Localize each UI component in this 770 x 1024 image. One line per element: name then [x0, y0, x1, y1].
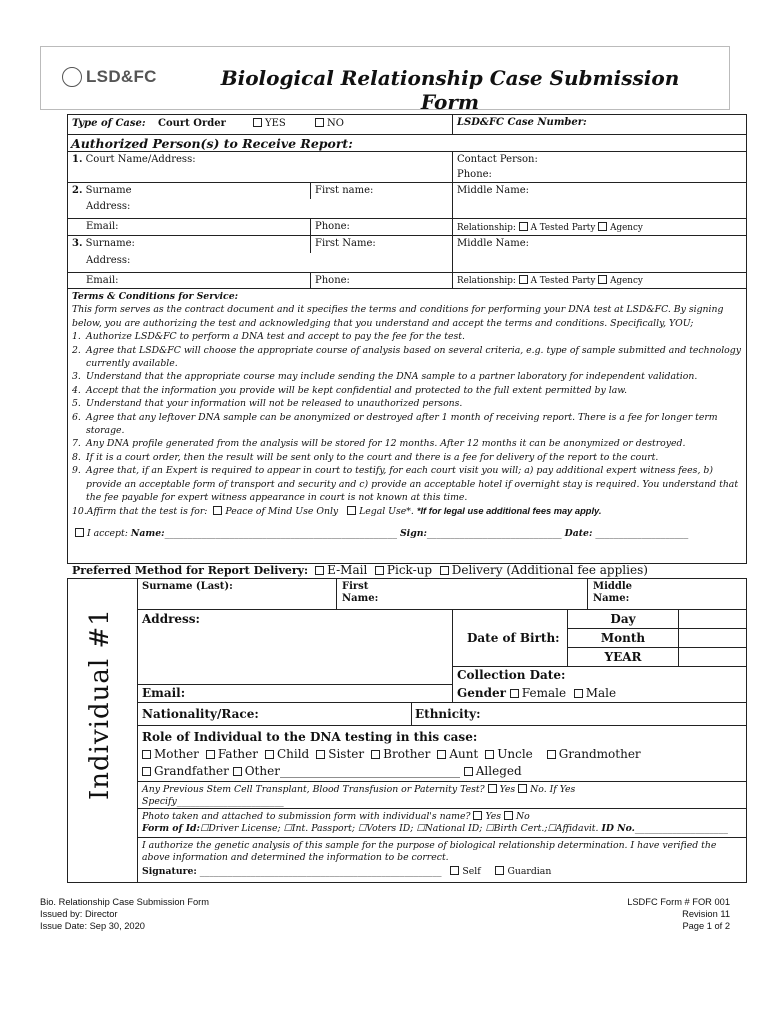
dob-month-field[interactable]: Month — [600, 631, 646, 645]
checkbox-icon[interactable] — [315, 118, 324, 127]
court-order-label: Court Order — [158, 118, 226, 129]
terms-section — [72, 290, 744, 540]
checkbox-icon[interactable] — [518, 784, 527, 793]
checkbox-icon[interactable] — [598, 222, 607, 231]
terms-list — [72, 330, 744, 504]
terms-item: 4. Accept that the information you provide will be kept confidential and protected to the full extent permitted by law. — [72, 384, 628, 396]
role-option[interactable]: Mother — [142, 747, 199, 761]
case-number-label: LSD&FC Case Number: — [457, 117, 587, 128]
checkbox-icon[interactable] — [206, 750, 215, 759]
checkbox-icon[interactable] — [347, 506, 356, 515]
first-name-field[interactable]: First Name: — [315, 238, 376, 249]
role-heading: Role of Individual to the DNA testing in this case: — [142, 730, 478, 744]
surname-field[interactable]: 2. Surname — [72, 185, 132, 196]
role-option[interactable]: Uncle — [485, 747, 533, 761]
checkbox-icon[interactable] — [142, 750, 151, 759]
checkbox-icon[interactable] — [574, 689, 583, 698]
delivery-method: Preferred Method for Report Delivery: E-Mail Pick-up Delivery (Additional fee applies) — [72, 563, 648, 577]
checkbox-icon[interactable] — [437, 750, 446, 759]
checkbox-icon[interactable] — [371, 750, 380, 759]
collection-date-field[interactable]: Collection Date: — [457, 668, 566, 682]
checkbox-icon[interactable] — [316, 750, 325, 759]
footer-left: Bio. Relationship Case Submission Form Issued by: Director Issue Date: Sep 30, 2020 — [40, 897, 209, 931]
role-option[interactable]: Sister — [316, 747, 364, 761]
role-option[interactable]: Child — [265, 747, 309, 761]
phone-field[interactable]: Phone: — [315, 275, 350, 286]
address-field[interactable]: Address: — [86, 255, 131, 266]
phone-field[interactable]: Phone: — [457, 169, 492, 180]
nationality-field[interactable]: Nationality/Race: — [142, 707, 259, 721]
checkbox-icon[interactable] — [519, 275, 528, 284]
checkbox-icon[interactable] — [265, 750, 274, 759]
terms-intro: This form serves as the contract document and it specifies the terms and conditions for performing your DNA test at LSD&FC. By signing below, you are authorizing the test and acknowledging that you understand and accept the terms and conditions. Specifically, YOU; — [72, 304, 724, 329]
checkbox-icon[interactable] — [488, 784, 497, 793]
surname-field[interactable]: 3. Surname: — [72, 238, 135, 249]
address-field[interactable]: Address: — [86, 201, 131, 212]
surname-field[interactable]: Surname (Last): — [142, 581, 233, 592]
dob-day-field[interactable]: Day — [610, 612, 636, 626]
checkbox-icon[interactable] — [504, 811, 513, 820]
case-type-label: Type of Case: — [72, 118, 146, 129]
authorization-statement: I authorize the genetic analysis of this sample for the purpose of biological relationship determination. I have verified the above information and determined the information to be correct. — [142, 840, 717, 863]
terms-item: 1. Authorize LSD&FC to perform a DNA test and accept to pay the fee for the test. — [72, 331, 465, 343]
terms-item: 9. Agree that, if an Expert is required to appear in court to testify, for each court visit you will; a) pay additional expert witness fees, b) provide an acceptable form of transport and security and c) provide an acceptable hotel if overnight stay is required. You understand that the fee payable for expert witness appearance in court is not known at this time. — [72, 465, 739, 504]
middle-name-field[interactable]: Middle Name: — [457, 185, 530, 196]
seal-icon — [62, 67, 82, 87]
terms-item: 2. Agree that LSD&FC will choose the appropriate course of analysis based on several criteria, e.g. type of sample submitted and technology currently available. — [72, 344, 741, 370]
company-logo — [62, 64, 182, 90]
middle-name-field[interactable]: Middle Name: — [457, 238, 530, 249]
role-option[interactable]: Grandmother — [547, 747, 641, 761]
gender-options: Gender Female Male — [457, 686, 617, 700]
checkbox-icon[interactable] — [253, 118, 262, 127]
checkbox-icon[interactable] — [233, 767, 242, 776]
terms-item: 6. Agree that any leftover DNA sample can be anonymized or destroyed after 1 month of receiving report. There is a fee for longer term storage. — [72, 411, 718, 437]
page-title: Biological Relationship Case Submission Form — [220, 66, 680, 114]
first-name-field[interactable]: First Name: — [342, 581, 379, 604]
first-name-field[interactable]: First name: — [315, 185, 374, 196]
relationship-options: Relationship: A Tested Party Agency — [457, 223, 643, 233]
ethnicity-field[interactable]: Ethnicity: — [415, 707, 481, 721]
role-options-row1 — [142, 747, 648, 761]
checkbox-icon[interactable] — [440, 566, 449, 575]
email-field[interactable]: Email: — [86, 221, 119, 232]
date-of-birth-label: Date of Birth: — [467, 631, 560, 645]
role-option[interactable]: Aunt — [437, 747, 478, 761]
checkbox-icon[interactable] — [519, 222, 528, 231]
individual-label: Individual #1 — [85, 608, 115, 800]
acceptance-line[interactable]: I accept: Name:__________________________________________________ Sign:_____________________________ Date: ____________________ — [72, 527, 744, 540]
checkbox-icon[interactable] — [464, 767, 473, 776]
photo-question: Photo taken and attached to submission form with individual's name? Yes No Form of Id:☐Driver License; ☐Int. Passport; ☐Voters ID; ☐National ID; ☐Birth Cert.;☐Affidavit. ID No.____________________ — [142, 811, 728, 834]
checkbox-icon[interactable] — [485, 750, 494, 759]
checkbox-icon[interactable] — [450, 866, 459, 875]
checkbox-icon[interactable] — [598, 275, 607, 284]
relationship-options: Relationship: A Tested Party Agency — [457, 276, 643, 286]
checkbox-icon[interactable] — [547, 750, 556, 759]
terms-item: 7. Any DNA profile generated from the analysis will be stored for 12 months. After 12 months it can be anonymized or destroyed. — [72, 438, 686, 450]
authorized-heading: Authorized Person(s) to Receive Report: — [71, 136, 353, 151]
role-option[interactable]: Brother — [371, 747, 430, 761]
logo-text: LSD&FC — [86, 67, 157, 86]
court-order-no[interactable]: NO — [315, 118, 344, 130]
checkbox-icon[interactable] — [495, 866, 504, 875]
court-order-yes[interactable]: YES — [253, 118, 286, 130]
signature-line[interactable]: Signature: ____________________________________________________ Self Guardian — [142, 866, 552, 877]
contact-person-field[interactable]: Contact Person: — [457, 154, 538, 165]
dob-year-field[interactable]: YEAR — [604, 650, 642, 664]
footer-right: LSDFC Form # FOR 001 Revision 11 Page 1 of 2 — [627, 897, 730, 931]
checkbox-icon[interactable] — [75, 528, 84, 537]
role-option[interactable]: Father — [206, 747, 258, 761]
terms-item-10: 10.Affirm that the test is for: Peace of Mind Use Only Legal Use*. *If for legal use additional fees may apply. — [72, 505, 602, 517]
email-field[interactable]: Email: — [142, 686, 186, 700]
terms-heading: Terms & Conditions for Service: — [72, 291, 239, 302]
checkbox-icon[interactable] — [213, 506, 222, 515]
terms-item: 5. Understand that your information will not be released to unauthorized persons. — [72, 398, 463, 410]
checkbox-icon[interactable] — [375, 566, 384, 575]
middle-name-field[interactable]: Middle Name: — [593, 581, 633, 604]
checkbox-icon[interactable] — [510, 689, 519, 698]
court-name-address-field[interactable]: 1. Court Name/Address: — [72, 154, 196, 165]
checkbox-icon[interactable] — [473, 811, 482, 820]
phone-field[interactable]: Phone: — [315, 221, 350, 232]
role-options-row2: Grandfather Other______________________________ Alleged — [142, 764, 522, 778]
checkbox-icon[interactable] — [315, 566, 324, 575]
email-field[interactable]: Email: — [86, 275, 119, 286]
transplant-question: Any Previous Stem Cell Transplant, Blood Transfusion or Paternity Test? Yes No. If Yes Specify_______________________ — [142, 784, 576, 807]
address-field[interactable]: Address: — [142, 612, 200, 626]
terms-item: 8. If it is a court order, then the result will be sent only to the court and there is a fee for delivery of the report to the court. — [72, 451, 659, 463]
terms-item: 3. Understand that the appropriate course may include sending the DNA sample to a partner laboratory for independent validation. — [72, 371, 698, 383]
checkbox-icon[interactable] — [142, 767, 151, 776]
